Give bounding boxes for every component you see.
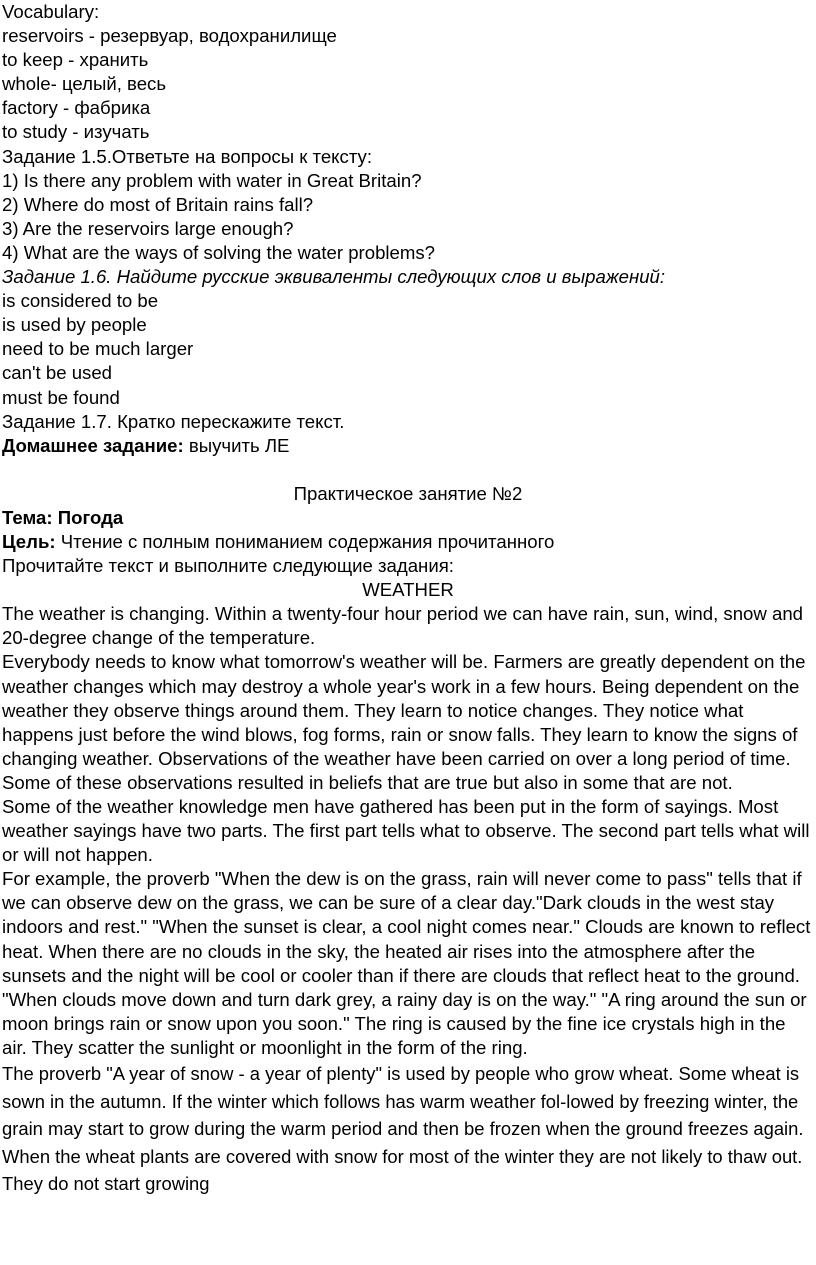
question-item: 1) Is there any problem with water in Great Britain? xyxy=(2,169,422,191)
task-1-7: Задание 1.7. Кратко перескажите текст. xyxy=(2,410,345,432)
phrase-item: can't be used xyxy=(2,362,113,384)
lesson-topic: Тема: Погода xyxy=(2,506,124,528)
goal-text: Чтение с полным пониманием содержания прочитанного xyxy=(55,530,555,552)
vocabulary-item: to study - изучать xyxy=(2,121,150,143)
goal-label: Цель: xyxy=(2,530,56,552)
text-title: WEATHER xyxy=(362,579,454,601)
spacer xyxy=(2,458,814,482)
text-paragraph: Some of the weather knowledge men have gathered has been put in the form of sayings. Most weather sayings have two parts. The first part tells what to observe. The second part tells what will or will not happen. xyxy=(2,796,810,866)
text-paragraph: "When clouds move down and turn dark grey, a rainy day is on the way." "A ring around the sun or moon brings rain or snow upon you soon." The ring is caused by the fine ice crystals high in the air. They scatter the sunlight or moonlight in the form of the ring. xyxy=(2,988,807,1058)
homework-text: выучить ЛЕ xyxy=(183,434,290,456)
question-item: 4) What are the ways of solving the water problems? xyxy=(2,241,436,263)
phrase-item: need to be much larger xyxy=(2,338,194,360)
lesson-goal xyxy=(2,530,814,554)
lesson-title: Практическое занятие №2 xyxy=(293,482,523,504)
document-page xyxy=(2,0,814,1198)
phrase-item: must be found xyxy=(2,386,120,408)
task-1-6-heading: Задание 1.6. Найдите русские эквиваленты следующих слов и выражений: xyxy=(2,266,666,288)
text-paragraph: For example, the proverb "When the dew is on the grass, rain will never come to pass" tells that if we can observe dew on the grass, we can be sure of a clear day."Dark clouds in the west stay indoors and rest." "When the sunset is clear, a cool night comes near." Clouds are known to reflect heat. When there are no clouds in the sky, the heated air rises into the atmosphere after the sunsets and the night will be cool or cooler than if there are clouds that reflect heat to the ground. xyxy=(2,868,811,986)
lesson-instruction: Прочитайте текст и выполните следующие задания: xyxy=(2,555,454,577)
vocabulary-item: to keep - хранить xyxy=(2,49,149,71)
text-paragraph-last: The proverb "A year of snow - a year of plenty" is used by people who grow wheat. Some wheat is sown in the autumn. If the winter which follows has warm weather fol-lowed by freezing winter, the grain may start to grow during the warm period and then be frozen when the ground freezes again. When the wheat plants are covered with snow for most of the winter they are not likely to thaw out. They do not start growing xyxy=(2,1063,804,1195)
question-item: 3) Are the reservoirs large enough? xyxy=(2,217,294,239)
text-paragraph: Everybody needs to know what tomorrow's weather will be. Farmers are greatly dependent on the weather changes which may destroy a whole year's work in a few hours. Being dependent on the weather they observe things around them. They learn to notice changes. They notice what happens just before the wind blows, fog forms, rain or snow falls. They learn to know the signs of changing weather. Observations of the weather have been carried on over a long period of time. Some of these observations resulted in beliefs that are true but also in some that are not. xyxy=(2,651,806,793)
homework-line xyxy=(2,434,814,458)
vocabulary-item: reservoirs - резервуар, водохранилище xyxy=(2,25,337,47)
task-1-5-heading: Задание 1.5.Ответьте на вопросы к тексту: xyxy=(2,145,373,167)
phrase-item: is used by people xyxy=(2,314,147,336)
question-item: 2) Where do most of Britain rains fall? xyxy=(2,193,314,215)
vocabulary-heading: Vocabulary: xyxy=(2,1,100,22)
vocabulary-item: whole- целый, весь xyxy=(2,73,167,95)
text-paragraph: The weather is changing. Within a twenty-four hour period we can have rain, sun, wind, snow and 20-degree change of the temperature. xyxy=(2,603,804,649)
homework-label: Домашнее задание: xyxy=(2,434,184,456)
phrase-item: is considered to be xyxy=(2,290,159,312)
vocabulary-item: factory - фабрика xyxy=(2,97,151,119)
